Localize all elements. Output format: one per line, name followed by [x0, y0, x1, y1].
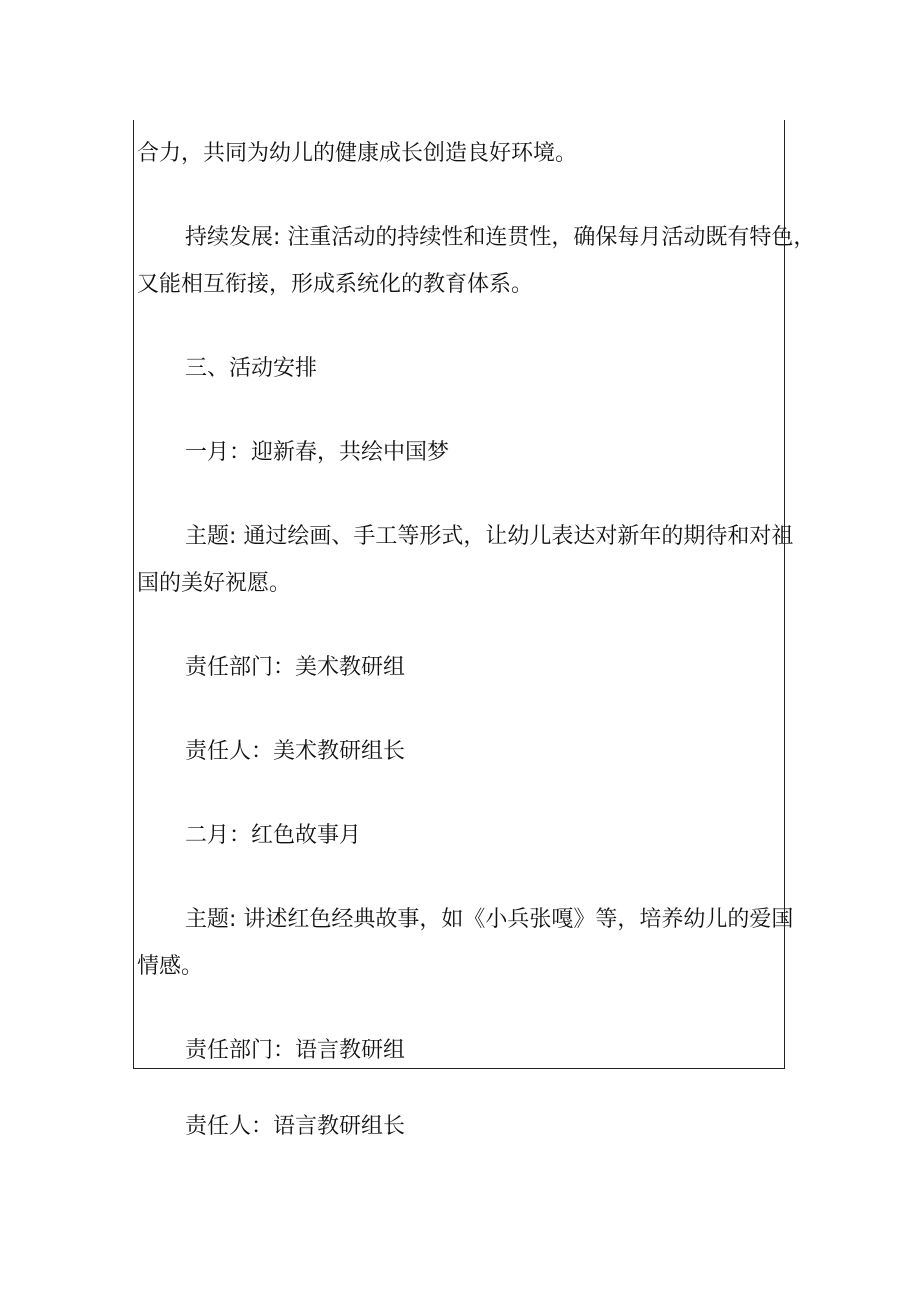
january-responsible-department: 责任部门：美术教研组: [185, 655, 406, 680]
january-theme-line2: 国的美好祝愿。: [137, 571, 292, 596]
february-theme-line1: 主题: 讲述红色经典故事，如《小兵张嘎》等，培养幼儿的爱国: [185, 907, 794, 932]
february-theme-line2: 情感。: [137, 954, 204, 979]
section-heading-activity-schedule: 三、活动安排: [185, 356, 318, 381]
february-responsible-department: 责任部门：语言教研组: [185, 1038, 406, 1063]
january-theme-line1: 主题: 通过绘画、手工等形式，让幼儿表达对新年的期待和对祖: [185, 524, 794, 549]
paragraph-sustainable-line2: 又能相互衔接，形成系统化的教育体系。: [137, 272, 534, 297]
paragraph-cooperation-end: 合力，共同为幼儿的健康成长创造良好环境。: [137, 141, 578, 166]
january-responsible-person: 责任人：美术教研组长: [185, 739, 406, 764]
february-responsible-person: 责任人：语言教研组长: [185, 1114, 406, 1139]
month-title-january: 一月：迎新春，共绘中国梦: [185, 440, 450, 465]
paragraph-sustainable-line1: 持续发展: 注重活动的持续性和连贯性，确保每月活动既有特色，: [185, 225, 816, 250]
month-title-february: 二月：红色故事月: [185, 823, 362, 848]
